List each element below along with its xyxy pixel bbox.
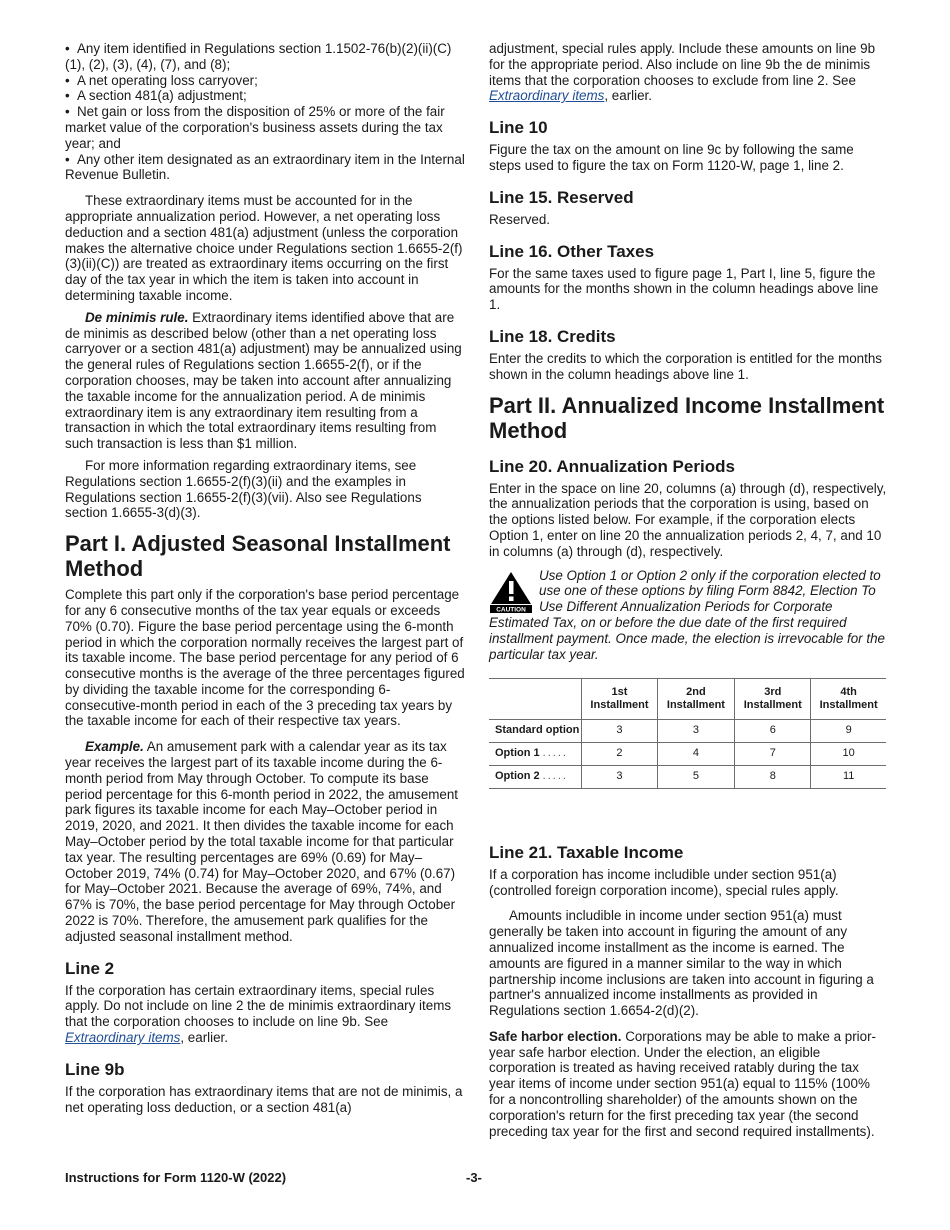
line9b-continued-text — [489, 41, 887, 104]
page-number: -3- — [466, 1170, 482, 1185]
bullet-item: • A section 481(a) adjustment; — [65, 88, 465, 104]
line20-heading: Line 20. Annualization Periods — [489, 456, 735, 476]
table-header: 3rd Installment — [735, 679, 811, 720]
table-cell: 3 — [582, 765, 657, 788]
extraordinary-items-link[interactable]: Extraordinary items — [489, 88, 605, 104]
table-row — [489, 765, 886, 788]
leader-dots: ..... — [542, 747, 568, 760]
de-minimis-lead: De minimis rule. — [85, 309, 189, 325]
line2-text-before: If the corporation has certain extraordinary items, special rules apply. Do not include on line 2 the de minimis extraordinary items that the corporation chooses to include on line 9b. See — [65, 982, 452, 1030]
caution-text-first: Use Option 1 or Option 2 only if the corporation elected to use one of these options by filing Form 8842, Election To Use Different Annualization Periods for Corporate — [539, 567, 881, 615]
part2-heading: Part II. Annualized Income Installment Method — [489, 392, 885, 443]
table-cell: 10 — [811, 743, 886, 766]
footer-title: Instructions for Form 1120-W (2022) — [65, 1170, 287, 1185]
line20-text: Enter in the space on line 20, columns (a) through (d), respectively, the annualization periods that the corporation is using, based on the options listed below. For example, if the corporation elects Option 1, enter on line 20 the annualization periods 2, 4, 7, and 10 in columns (a) through (d), respectively. — [489, 480, 887, 559]
row-label-text: Standard option — [495, 724, 580, 737]
line18-heading: Line 18. Credits — [489, 326, 616, 346]
line16-heading: Line 16. Other Taxes — [489, 241, 655, 261]
table-cell: 2 — [582, 743, 657, 766]
paragraph-more-info: For more information regarding extraordinary items, see Regulations section 1.6655-2(f)(3)(ii) and the examples in Regulations section 1.6655-2(f)(3)(vii). Also see Regulations section 1.6655-3(d)(3). — [65, 457, 422, 521]
table-cell: 9 — [811, 720, 886, 743]
table-header-blank — [489, 679, 582, 720]
paragraph-example — [65, 739, 465, 944]
table-cell: 4 — [657, 743, 735, 766]
cont-text-after: , earlier. — [604, 88, 652, 104]
table-cell: 7 — [735, 743, 811, 766]
table-cell: 3 — [582, 720, 657, 743]
example-text: An amusement park with a calendar year as its tax year receives the largest part of its taxable income during the 6-month period from May through October. To compute its base period percentage for this 6-month period in 2022, the amusement park figures its taxable income for each May–October period in 2019, 2020, and 2021. It then divides the taxable income for each May–October period by the total taxable income for that particular tax year. The resulting percentages are 69% (0.69) for May–October 2019, 74% (0.74) for May–October 2020, and 67% (0.67) for May–October 2021. Because the average of 69%, 74%, and 67% is 70%, the base period percentage for May through October 2022 is 70%. Therefore, the amusement park qualifies for the adjusted seasonal installment method. — [65, 739, 459, 944]
line9b-heading: Line 9b — [65, 1059, 125, 1079]
line10-heading: Line 10 — [489, 118, 548, 138]
table-row-label — [489, 720, 582, 743]
caution-text-rest: Estimated Tax, on or before the due date of the first required installment payment. Once made, the election is irrevocable for the particular tax year. — [489, 614, 885, 662]
line21-paragraph-2: Amounts includible in income under section 951(a) must generally be taken into account in figuring the amount of any annualized income installment as the income is earned. The amounts are figured in a manner similar to the way in which partnership income inclusions are taken into account in figuring a partner's annualized income installments as provided in Regulations section 1.6654-2(d)(2). — [489, 908, 874, 1019]
right-column — [489, 41, 887, 1145]
bullet-item: • Any item identified in Regulations section 1.1502-76(b)(2)(ii)(C)(1), (2), (3), (4), (7), and (8); — [65, 41, 465, 73]
table-cell: 5 — [657, 765, 735, 788]
line15-heading: Line 15. Reserved — [489, 187, 634, 207]
line10-text: Figure the tax on the amount on line 9c by following the same steps used to figure the tax on Form 1120-W, page 1, line 2. — [489, 142, 854, 173]
bullet-item: • A net operating loss carryover; — [65, 73, 465, 89]
extraordinary-items-link[interactable]: Extraordinary items — [65, 1030, 181, 1046]
part1-text: Complete this part only if the corporation's base period percentage for any 6 consecutive months of the tax year equals or exceeds 70% (0.70). Figure the base period percentage using the 6-month period in which the corporation normally receives the largest part of its taxable income. The base period percentage for any period of 6 consecutive months is the average of the three percentages figured by dividing the taxable income for the corresponding 6-consecutive-month period in each of the 3 preceding tax years by the taxable income for each of their respective tax years. — [65, 587, 465, 729]
bullet-item: • Net gain or loss from the disposition of 25% or more of the fair market value of the corporation's business assets during the tax year; and — [65, 104, 465, 151]
example-lead: Example. — [85, 739, 144, 755]
safe-harbor-lead: Safe harbor election. — [489, 1028, 622, 1044]
line21-heading: Line 21. Taxable Income — [489, 842, 684, 862]
table-cell: 6 — [735, 720, 811, 743]
de-minimis-text: Extraordinary items identified above that are de minimis as described below (other than a net operating loss carryover or a section 481(a) adjustment) may be annualized using the general rules of Regulations section 1.6655-2(f), or if the corporation chooses, may be taken into account after annualizing the taxable income for the annualization period. A de minimis extraordinary item is any extraordinary item resulting from a transaction in which the total extraordinary items resulting from such transaction is less than $1 million. — [65, 309, 462, 452]
table-cell: 11 — [811, 765, 886, 788]
row-label-text: Option 1 — [495, 747, 540, 760]
left-column — [65, 41, 465, 1121]
line18-text: Enter the credits to which the corporation is entitled for the months shown in the column headings above line 1. — [489, 350, 882, 382]
caution-note — [489, 568, 887, 615]
table-cell: 8 — [735, 765, 811, 788]
bullet-item: • Any other item designated as an extraordinary item in the Internal Revenue Bulletin. — [65, 152, 465, 184]
table-cell: 3 — [657, 720, 735, 743]
caution-label: CAUTION — [496, 606, 526, 614]
safe-harbor-text: Corporations may be able to make a prior-year safe harbor election. Under the election, an eligible corporation is treated as having received ratably during the tax year items of income under section 951(a) equal to 115% (100% for a noncontrolling shareholder) of the amounts shown on the corporation's return for the first preceding tax year (the second preceding tax year for the first and second required installments). — [489, 1028, 877, 1139]
caution-icon — [489, 570, 533, 614]
line2-heading: Line 2 — [65, 958, 115, 978]
leader-dots: ..... — [542, 769, 568, 782]
table-header: 4th Installment — [811, 679, 886, 720]
table-row-label — [489, 765, 582, 788]
line9b-text: If the corporation has extraordinary items that are not de minimis, a net operating loss deduction, or a section 481(a) — [65, 1083, 463, 1115]
line16-text: For the same taxes used to figure page 1, Part I, line 5, figure the amounts for the months shown in the column headings above line 1. — [489, 265, 879, 313]
table-row-label — [489, 743, 582, 766]
paragraph-extraordinary-items: These extraordinary items must be accounted for in the appropriate annualization period. However, a net operating loss deduction and a section 481(a) adjustment (unless the corporation makes the alternative choice under Regulations section 1.6655-2(f)(3)(ii)(C)) are treated as extraordinary items occurring on the first day of the tax year in which the item is taken into account in determining taxable income. — [65, 193, 463, 303]
cont-text-before: adjustment, special rules apply. Include these amounts on line 9b for the appropriate period. Also include on line 9b the de minimis items that the corporation chooses to exclude from line 2. See — [489, 41, 876, 88]
table-row — [489, 720, 886, 743]
table-header-row — [489, 679, 886, 720]
table-header: 2nd Installment — [657, 679, 735, 720]
paragraph-de-minimis — [65, 310, 465, 452]
paragraph-safe-harbor — [489, 1029, 887, 1140]
part1-heading: Part I. Adjusted Seasonal Installment Method — [65, 531, 451, 582]
line2-text — [65, 983, 465, 1046]
table-row — [489, 743, 886, 766]
annualization-table — [489, 678, 886, 788]
line21-text: If a corporation has income includible under section 951(a) (controlled foreign corporation income), special rules apply. — [489, 866, 839, 898]
table-header: 1st Installment — [582, 679, 657, 720]
line15-text: Reserved. — [489, 211, 551, 227]
row-label-text: Option 2 — [495, 769, 540, 782]
line2-text-after: , earlier. — [180, 1030, 228, 1046]
